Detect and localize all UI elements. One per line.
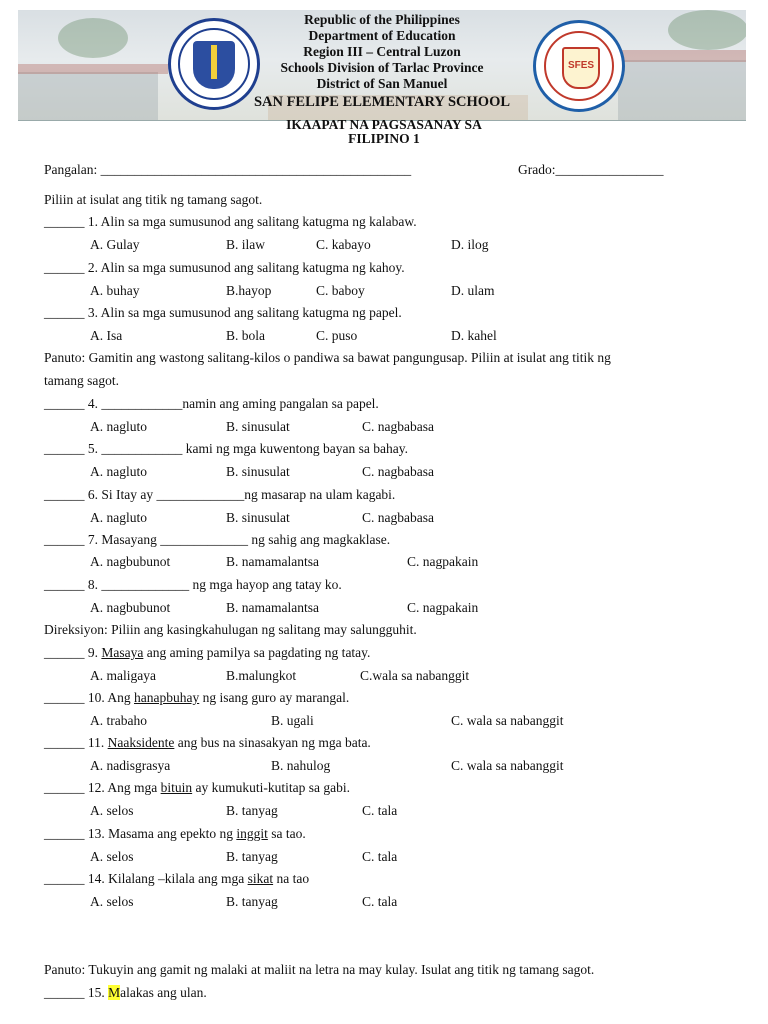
question-3: ______ 3. Alin sa mga sumusunod ang salitang katugma ng papel. (44, 305, 402, 320)
q13-option-a: A. selos (90, 849, 134, 864)
q6-option-a: A. nagluto (90, 510, 147, 525)
instruction-part2-line2: tamang sagot. (44, 373, 119, 388)
q10-option-a: A. trabaho (90, 713, 147, 728)
underlined-word: Naaksidente (107, 735, 175, 750)
q4-option-b: B. sinusulat (226, 419, 290, 434)
q5-option-c: C. nagbabasa (362, 464, 434, 479)
q14-option-c: C. tala (362, 894, 398, 909)
q5-option-a: A. nagluto (90, 464, 147, 479)
question-13: ______ 13. Masama ang epekto ng inggit sa tao. (44, 826, 306, 841)
grade-field[interactable]: Grado:________________ (518, 162, 664, 177)
q7-option-c: C. nagpakain (407, 554, 479, 569)
q3-option-b: B. bola (226, 328, 265, 343)
q3-option-a: A. Isa (90, 328, 123, 343)
q13-option-b: B. tanyag (226, 849, 278, 864)
q2-option-c: C. baboy (316, 283, 365, 298)
question-4: ______ 4. ____________namin ang aming pangalan sa papel. (44, 396, 379, 411)
question-6: ______ 6. Si Itay ay _____________ng masarap na ulam kagabi. (44, 487, 396, 502)
q10-option-c: C. wala sa nabanggit (451, 713, 564, 728)
underlined-word: hanapbuhay (134, 690, 200, 705)
header-line-5: District of San Manuel (316, 76, 448, 91)
q4-option-c: C. nagbabasa (362, 419, 434, 434)
q6-option-c: C. nagbabasa (362, 510, 434, 525)
question-15: ______ 15. Malakas ang ulan. (44, 985, 207, 1000)
q14-option-b: B. tanyag (226, 894, 278, 909)
worksheet-title-line1: IKAAPAT NA PAGSASANAY SA (286, 117, 482, 132)
q8-option-b: B. namamalantsa (226, 600, 319, 615)
question-9: ______ 9. Masaya ang aming pamilya sa pagdating ng tatay. (44, 645, 371, 660)
question-8: ______ 8. _____________ ng mga hayop ang tatay ko. (44, 577, 342, 592)
q8-option-c: C. nagpakain (407, 600, 479, 615)
q11-option-a: A. nadisgrasya (90, 758, 171, 773)
q11-option-b: B. nahulog (271, 758, 331, 773)
q2-option-b: B.hayop (226, 283, 272, 298)
header-line-1: Republic of the Philippines (304, 12, 460, 27)
q7-option-a: A. nagbubunot (90, 554, 171, 569)
header-line-3: Region III – Central Luzon (303, 44, 461, 59)
school-seal-abbr: SFES (562, 47, 600, 89)
q7-option-b: B. namamalantsa (226, 554, 319, 569)
question-12: ______ 12. Ang mga bituin ay kumukuti-kutitap sa gabi. (44, 780, 350, 795)
q14-option-a: A. selos (90, 894, 134, 909)
q5-option-b: B. sinusulat (226, 464, 290, 479)
q9-option-c: C.wala sa nabanggit (360, 668, 470, 683)
q12-option-b: B. tanyag (226, 803, 278, 818)
q9-option-b: B.malungkot (226, 668, 297, 683)
instruction-part2-line1: Panuto: Gamitin ang wastong salitang-kilos o pandiwa sa bawat pangungusap. Piliin at isulat ang titik ng (44, 350, 611, 365)
header-line-2: Department of Education (308, 28, 456, 43)
letterhead-banner (18, 10, 746, 120)
q2-option-a: A. buhay (90, 283, 140, 298)
school-name: SAN FELIPE ELEMENTARY SCHOOL (253, 94, 511, 110)
instruction-part1: Piliin at isulat ang titik ng tamang sagot. (44, 192, 263, 207)
q1-option-b: B. ilaw (226, 237, 265, 252)
question-5: ______ 5. ____________ kami ng mga kuwentong bayan sa bahay. (44, 441, 408, 456)
letterhead-text (18, 12, 746, 111)
q10-option-b: B. ugali (271, 713, 314, 728)
underlined-word: inggit (236, 826, 268, 841)
underlined-word: Masaya (101, 645, 144, 660)
q6-option-b: B. sinusulat (226, 510, 290, 525)
q12-option-a: A. selos (90, 803, 134, 818)
header-line-4: Schools Division of Tarlac Province (280, 60, 484, 75)
q8-option-a: A. nagbubunot (90, 600, 171, 615)
question-10: ______ 10. Ang hanapbuhay ng isang guro ay marangal. (44, 690, 350, 705)
worksheet-title-line2: FILIPINO 1 (348, 131, 420, 146)
q11-option-c: C. wala sa nabanggit (451, 758, 564, 773)
question-7: ______ 7. Masayang _____________ ng sahig ang magkaklase. (44, 532, 391, 547)
name-field[interactable]: Pangalan: ______________________________________________ (44, 162, 412, 177)
instruction-part4: Panuto: Tukuyin ang gamit ng malaki at maliit na letra na may kulay. Isulat ang titik ng tamang sagot. (44, 962, 595, 977)
question-2: ______ 2. Alin sa mga sumusunod ang salitang katugma ng kahoy. (44, 260, 405, 275)
q4-option-a: A. nagluto (90, 419, 147, 434)
q1-option-a: A. Gulay (90, 237, 140, 252)
q1-option-c: C. kabayo (316, 237, 371, 252)
q9-option-a: A. maligaya (90, 668, 156, 683)
q3-option-c: C. puso (316, 328, 358, 343)
highlighted-letter: M (108, 985, 121, 1000)
underlined-word: bituin (160, 780, 193, 795)
question-1: ______ 1. Alin sa mga sumusunod ang salitang katugma ng kalabaw. (44, 214, 417, 229)
underlined-word: sikat (247, 871, 274, 886)
q3-option-d: D. kahel (451, 328, 497, 343)
question-11: ______ 11. Naaksidente ang bus na sinasakyan ng mga bata. (44, 735, 371, 750)
q1-option-d: D. ilog (451, 237, 489, 252)
q13-option-c: C. tala (362, 849, 398, 864)
instruction-part3: Direksiyon: Piliin ang kasingkahulugan ng salitang may salungguhit. (44, 622, 417, 637)
q12-option-c: C. tala (362, 803, 398, 818)
q2-option-d: D. ulam (451, 283, 495, 298)
question-14: ______ 14. Kilalang –kilala ang mga sikat na tao (44, 871, 310, 886)
